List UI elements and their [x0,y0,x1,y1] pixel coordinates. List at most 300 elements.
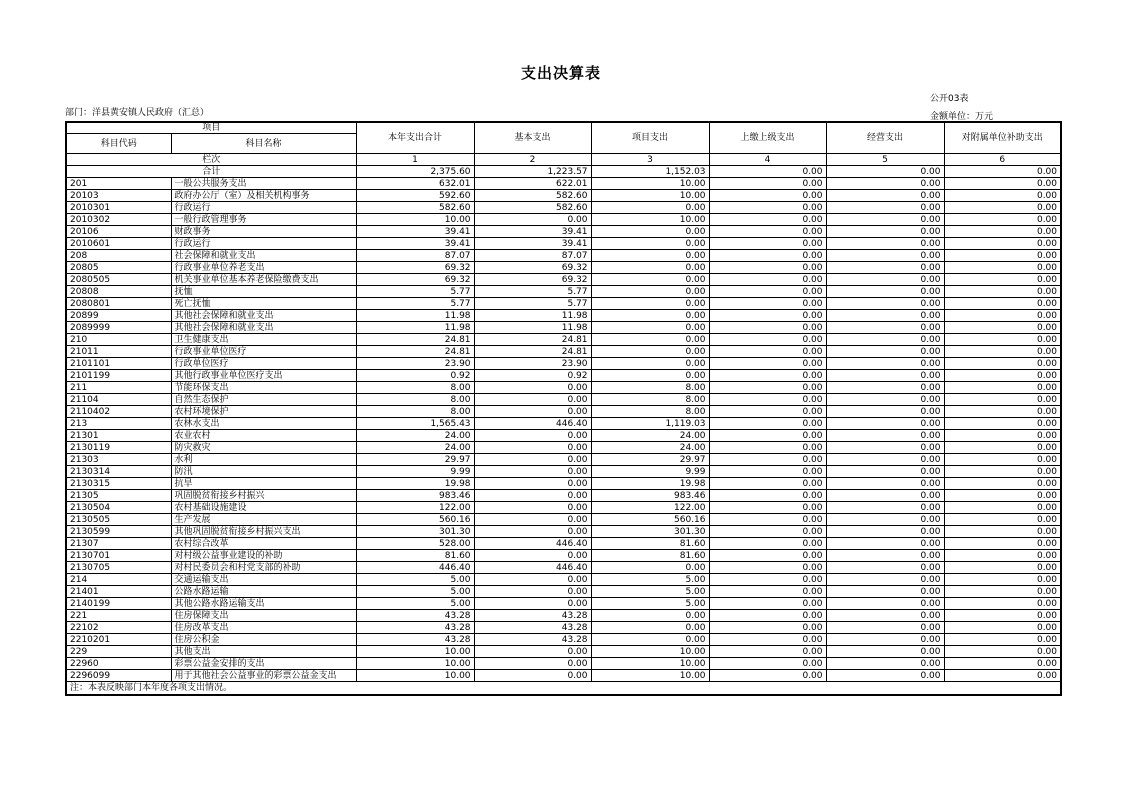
row-value-cell: 23.90 [356,358,474,370]
row-value-cell: 0.00 [709,658,826,670]
row-value-cell: 87.07 [356,250,474,262]
row-name-cell: 农村基础设施建设 [171,502,356,514]
row-value-cell: 24.00 [591,442,709,454]
row-value-cell: 301.30 [591,526,709,538]
row-code-cell: 2130599 [66,526,171,538]
row-value-cell: 24.00 [356,442,474,454]
row-value-cell: 592.60 [356,190,474,202]
row-value-cell: 0.00 [709,346,826,358]
row-code-cell: 2130504 [66,502,171,514]
row-value-cell: 10.00 [356,646,474,658]
row-value-cell: 0.00 [826,574,944,586]
row-value-cell: 0.00 [709,274,826,286]
row-name-cell: 公路水路运输 [171,586,356,598]
table-row [66,346,1061,358]
row-value-cell: 0.00 [474,430,591,442]
row-value-cell: 0.00 [474,382,591,394]
table-row [66,646,1061,658]
row-value-cell: 10.00 [591,190,709,202]
row-value-cell: 0.00 [944,526,1061,538]
row-name-cell: 行政事业单位养老支出 [171,262,356,274]
total-value-cell: 2,375.60 [356,166,474,178]
row-value-cell: 0.00 [474,658,591,670]
row-value-cell: 69.32 [356,262,474,274]
table-row [66,418,1061,430]
row-value-cell: 0.00 [709,178,826,190]
row-value-cell: 0.00 [474,406,591,418]
row-value-cell: 69.32 [474,274,591,286]
column-header: 上缴上级支出 [709,122,826,154]
row-value-cell: 0.00 [944,382,1061,394]
row-value-cell: 446.40 [474,538,591,550]
row-name-cell: 生产发展 [171,514,356,526]
row-value-cell: 0.00 [591,334,709,346]
total-value-cell: 1,152.03 [591,166,709,178]
row-value-cell: 0.00 [826,622,944,634]
row-code-cell: 211 [66,382,171,394]
row-value-cell: 0.00 [944,646,1061,658]
row-value-cell: 0.00 [591,634,709,646]
row-code-cell: 229 [66,646,171,658]
row-name-cell: 其他社会保障和就业支出 [171,322,356,334]
table-row [66,526,1061,538]
row-value-cell: 0.00 [709,370,826,382]
header-row-1 [66,122,1061,134]
row-value-cell: 39.41 [356,238,474,250]
row-value-cell: 5.77 [474,298,591,310]
row-value-cell: 0.00 [709,454,826,466]
header-code: 科目代码 [66,134,171,154]
row-name-cell: 抚恤 [171,286,356,298]
row-name-cell: 机关事业单位基本养老保险缴费支出 [171,274,356,286]
row-value-cell: 5.77 [356,298,474,310]
row-value-cell: 29.97 [591,454,709,466]
row-name-cell: 对村级公益事业建设的补助 [171,550,356,562]
row-value-cell: 10.00 [591,214,709,226]
row-value-cell: 0.00 [474,586,591,598]
rank-number-cell: 2 [474,154,591,166]
department-label: 部门：洋县黄安镇人民政府（汇总） [65,108,210,118]
row-name-cell: 住房改革支出 [171,622,356,634]
row-value-cell: 11.98 [474,310,591,322]
table-row [66,490,1061,502]
row-name-cell: 农林水支出 [171,418,356,430]
row-value-cell: 69.32 [474,262,591,274]
row-name-cell: 卫生健康支出 [171,334,356,346]
table-row [66,610,1061,622]
row-value-cell: 0.00 [709,202,826,214]
row-value-cell: 0.00 [709,394,826,406]
row-value-cell: 0.92 [356,370,474,382]
table-row [66,262,1061,274]
row-value-cell: 0.00 [709,238,826,250]
row-value-cell: 0.00 [944,226,1061,238]
row-name-cell: 防汛 [171,466,356,478]
row-code-cell: 20106 [66,226,171,238]
row-value-cell: 0.00 [709,358,826,370]
row-value-cell: 0.00 [709,610,826,622]
row-value-cell: 0.00 [826,358,944,370]
page-title: 支出决算表 [520,64,601,82]
row-value-cell: 8.00 [356,406,474,418]
row-value-cell: 0.00 [826,454,944,466]
row-value-cell: 5.00 [591,598,709,610]
row-name-cell: 抗旱 [171,478,356,490]
row-value-cell: 0.00 [944,562,1061,574]
row-value-cell: 0.00 [826,346,944,358]
row-name-cell: 社会保障和就业支出 [171,250,356,262]
table-row [66,478,1061,490]
row-value-cell: 8.00 [356,382,474,394]
row-value-cell: 0.00 [591,358,709,370]
row-value-cell: 0.00 [591,562,709,574]
row-value-cell: 0.00 [709,442,826,454]
table-row [66,274,1061,286]
row-value-cell: 24.81 [474,346,591,358]
row-code-cell: 22960 [66,658,171,670]
row-value-cell: 0.00 [826,322,944,334]
rank-number-cell: 3 [591,154,709,166]
row-code-cell: 2130701 [66,550,171,562]
row-value-cell: 10.00 [591,178,709,190]
row-value-cell: 0.00 [474,214,591,226]
table-row [66,190,1061,202]
row-name-cell: 对村民委员会和村党支部的补助 [171,562,356,574]
row-value-cell: 0.00 [709,478,826,490]
row-value-cell: 0.00 [591,202,709,214]
row-value-cell: 0.00 [944,322,1061,334]
row-value-cell: 0.00 [944,310,1061,322]
table-row [66,214,1061,226]
row-value-cell: 0.00 [709,574,826,586]
row-code-cell: 2080801 [66,298,171,310]
row-value-cell: 0.00 [826,370,944,382]
row-value-cell: 0.00 [826,310,944,322]
row-value-cell: 0.00 [591,238,709,250]
row-code-cell: 2130705 [66,562,171,574]
row-value-cell: 19.98 [591,478,709,490]
table-row [66,334,1061,346]
row-name-cell: 农村环境保护 [171,406,356,418]
row-code-cell: 2130315 [66,478,171,490]
row-value-cell: 0.00 [474,454,591,466]
row-value-cell: 0.00 [709,466,826,478]
row-value-cell: 0.00 [709,226,826,238]
row-value-cell: 0.00 [826,526,944,538]
row-value-cell: 0.00 [709,562,826,574]
row-name-cell: 行政运行 [171,238,356,250]
row-value-cell: 0.00 [709,538,826,550]
rank-number-cell: 5 [826,154,944,166]
row-value-cell: 0.00 [709,586,826,598]
row-value-cell: 0.00 [591,322,709,334]
row-value-cell: 0.00 [826,262,944,274]
total-row [66,166,1061,178]
row-name-cell: 住房公积金 [171,634,356,646]
row-code-cell: 213 [66,418,171,430]
row-value-cell: 0.00 [944,202,1061,214]
row-value-cell: 446.40 [474,562,591,574]
row-value-cell: 0.00 [709,286,826,298]
row-value-cell: 0.00 [944,250,1061,262]
row-value-cell: 528.00 [356,538,474,550]
table-row [66,370,1061,382]
row-value-cell: 0.00 [944,394,1061,406]
row-code-cell: 2010301 [66,202,171,214]
row-name-cell: 农业农村 [171,430,356,442]
row-name-cell: 自然生态保护 [171,394,356,406]
row-value-cell: 0.00 [826,382,944,394]
table-row [66,310,1061,322]
row-value-cell: 0.00 [944,598,1061,610]
row-value-cell: 0.00 [944,406,1061,418]
row-code-cell: 20103 [66,190,171,202]
table-row [66,430,1061,442]
row-value-cell: 0.00 [474,394,591,406]
row-value-cell: 622.01 [474,178,591,190]
row-value-cell: 0.00 [591,370,709,382]
row-value-cell: 0.00 [944,430,1061,442]
row-value-cell: 8.00 [591,382,709,394]
row-code-cell: 210 [66,334,171,346]
table-row [66,442,1061,454]
row-value-cell: 0.00 [826,298,944,310]
row-name-cell: 其他社会保障和就业支出 [171,310,356,322]
table-row [66,586,1061,598]
row-code-cell: 214 [66,574,171,586]
row-value-cell: 0.00 [709,214,826,226]
row-code-cell: 2101101 [66,358,171,370]
row-name-cell: 其他支出 [171,646,356,658]
row-name-cell: 水利 [171,454,356,466]
table-row [66,202,1061,214]
row-value-cell: 0.00 [709,514,826,526]
table-row [66,574,1061,586]
table-row [66,178,1061,190]
row-value-cell: 24.00 [591,430,709,442]
row-name-cell: 巩固脱贫衔接乡村振兴 [171,490,356,502]
row-code-cell: 2130119 [66,442,171,454]
row-value-cell: 582.60 [474,190,591,202]
row-value-cell: 0.00 [826,502,944,514]
row-name-cell: 财政事务 [171,226,356,238]
row-value-cell: 0.00 [709,382,826,394]
table-row [66,538,1061,550]
row-value-cell: 9.99 [591,466,709,478]
row-value-cell: 0.00 [944,418,1061,430]
row-name-cell: 一般公共服务支出 [171,178,356,190]
rank-label: 栏次 [66,154,356,166]
table-row [66,634,1061,646]
row-value-cell: 0.00 [709,298,826,310]
row-code-cell: 2130314 [66,466,171,478]
row-value-cell: 0.00 [944,370,1061,382]
row-value-cell: 0.00 [944,274,1061,286]
row-value-cell: 0.00 [944,442,1061,454]
row-value-cell: 582.60 [474,202,591,214]
table-row [66,550,1061,562]
row-value-cell: 69.32 [356,274,474,286]
table-row [66,358,1061,370]
row-value-cell: 0.00 [474,442,591,454]
row-value-cell: 0.00 [474,502,591,514]
row-value-cell: 0.00 [826,550,944,562]
row-code-cell: 221 [66,610,171,622]
row-value-cell: 0.00 [826,466,944,478]
row-value-cell: 11.98 [356,310,474,322]
row-value-cell: 0.00 [944,466,1061,478]
row-value-cell: 0.00 [826,658,944,670]
row-value-cell: 0.00 [474,514,591,526]
row-value-cell: 43.28 [474,634,591,646]
row-value-cell: 122.00 [591,502,709,514]
row-code-cell: 20805 [66,262,171,274]
row-value-cell: 0.00 [709,322,826,334]
row-value-cell: 0.00 [709,550,826,562]
row-value-cell: 0.00 [709,670,826,682]
table-row [66,514,1061,526]
row-value-cell: 29.97 [356,454,474,466]
row-value-cell: 0.00 [826,538,944,550]
row-value-cell: 24.81 [356,346,474,358]
header-project-group: 项目 [66,122,356,134]
row-value-cell: 0.00 [944,454,1061,466]
row-name-cell: 节能环保支出 [171,382,356,394]
row-value-cell: 0.00 [826,634,944,646]
row-code-cell: 2110402 [66,406,171,418]
row-name-cell: 其他行政事业单位医疗支出 [171,370,356,382]
table-row [66,454,1061,466]
row-value-cell: 39.41 [474,238,591,250]
total-value-cell: 0.00 [709,166,826,178]
row-code-cell: 21011 [66,346,171,358]
row-value-cell: 81.60 [356,550,474,562]
row-value-cell: 0.00 [826,238,944,250]
row-value-cell: 0.00 [944,286,1061,298]
rank-row [66,154,1061,166]
row-name-cell: 行政事业单位医疗 [171,346,356,358]
row-value-cell: 0.00 [591,226,709,238]
row-value-cell: 560.16 [356,514,474,526]
row-value-cell: 0.00 [709,502,826,514]
row-value-cell: 0.00 [944,658,1061,670]
row-value-cell: 0.00 [944,538,1061,550]
row-value-cell: 5.00 [591,586,709,598]
row-value-cell: 81.60 [591,538,709,550]
row-value-cell: 0.00 [944,586,1061,598]
total-value-cell: 0.00 [826,166,944,178]
row-value-cell: 0.00 [474,490,591,502]
row-value-cell: 0.00 [826,286,944,298]
row-value-cell: 43.28 [356,634,474,646]
row-code-cell: 201 [66,178,171,190]
row-name-cell: 农村综合改革 [171,538,356,550]
row-value-cell: 0.00 [709,334,826,346]
row-value-cell: 24.00 [356,430,474,442]
row-value-cell: 0.00 [591,622,709,634]
rank-number-cell: 1 [356,154,474,166]
row-value-cell: 983.46 [356,490,474,502]
row-value-cell: 81.60 [591,550,709,562]
row-value-cell: 43.28 [474,610,591,622]
row-value-cell: 0.00 [474,598,591,610]
table-row [66,466,1061,478]
rank-number-cell: 4 [709,154,826,166]
row-value-cell: 0.00 [709,250,826,262]
row-name-cell: 防灾救灾 [171,442,356,454]
table-row [66,322,1061,334]
row-code-cell: 2010601 [66,238,171,250]
row-value-cell: 8.00 [356,394,474,406]
expenditure-table [65,121,1062,696]
header-name: 科目名称 [171,134,356,154]
row-value-cell: 39.41 [356,226,474,238]
row-value-cell: 0.00 [474,478,591,490]
row-value-cell: 0.00 [474,646,591,658]
row-value-cell: 9.99 [356,466,474,478]
table-row [66,250,1061,262]
row-value-cell: 11.98 [474,322,591,334]
row-value-cell: 8.00 [591,406,709,418]
table-row [66,502,1061,514]
row-name-cell: 彩票公益金安排的支出 [171,658,356,670]
row-code-cell: 21301 [66,430,171,442]
row-value-cell: 0.00 [826,214,944,226]
row-value-cell: 0.00 [709,598,826,610]
row-value-cell: 0.00 [944,334,1061,346]
row-code-cell: 20899 [66,310,171,322]
row-value-cell: 0.00 [709,490,826,502]
table-row [66,238,1061,250]
row-value-cell: 0.00 [944,178,1061,190]
row-value-cell: 0.00 [591,250,709,262]
row-value-cell: 0.00 [709,646,826,658]
table-row [66,394,1061,406]
row-code-cell: 2010302 [66,214,171,226]
row-value-cell: 0.00 [826,490,944,502]
row-value-cell: 5.77 [356,286,474,298]
row-value-cell: 0.00 [944,358,1061,370]
row-name-cell: 政府办公厅（室）及相关机构事务 [171,190,356,202]
row-value-cell: 39.41 [474,226,591,238]
table-note: 注：本表反映部门本年度各项支出情况。 [66,682,1061,696]
row-value-cell: 10.00 [591,670,709,682]
row-value-cell: 0.92 [474,370,591,382]
row-value-cell: 0.00 [591,262,709,274]
row-name-cell: 其他公路水路运输支出 [171,598,356,610]
table-row [66,382,1061,394]
table-row [66,622,1061,634]
row-value-cell: 0.00 [709,190,826,202]
row-value-cell: 0.00 [826,394,944,406]
row-value-cell: 24.81 [474,334,591,346]
row-value-cell: 1,565.43 [356,418,474,430]
row-name-cell: 住房保障支出 [171,610,356,622]
row-value-cell: 0.00 [591,298,709,310]
row-value-cell: 301.30 [356,526,474,538]
column-header: 对附属单位补助支出 [944,122,1061,154]
row-value-cell: 0.00 [826,478,944,490]
row-value-cell: 0.00 [591,286,709,298]
row-code-cell: 21305 [66,490,171,502]
row-code-cell: 2130505 [66,514,171,526]
row-value-cell: 11.98 [356,322,474,334]
row-code-cell: 21303 [66,454,171,466]
row-value-cell: 0.00 [826,646,944,658]
row-value-cell: 0.00 [709,634,826,646]
row-value-cell: 24.81 [356,334,474,346]
row-value-cell: 0.00 [944,346,1061,358]
